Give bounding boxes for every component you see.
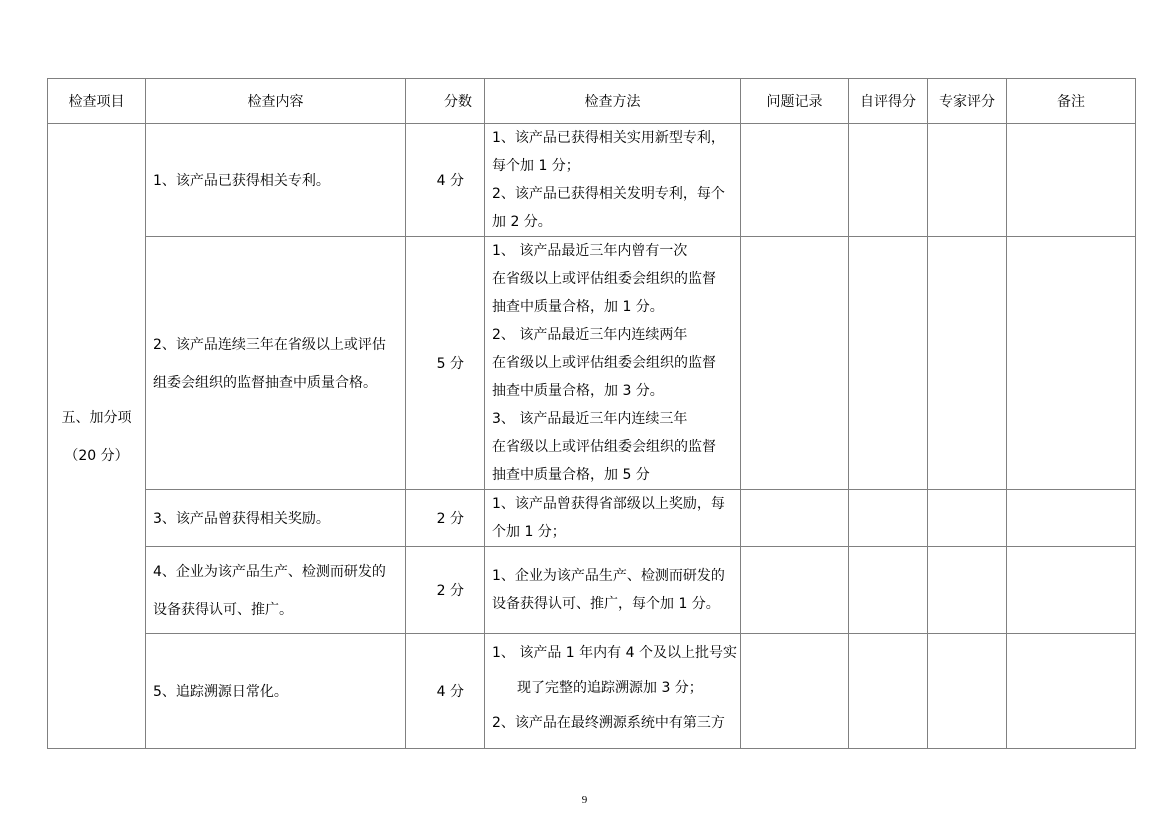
method-line: 个加 1 分； <box>492 524 566 540</box>
method-line: 抽查中质量合格，加 3 分。 <box>492 383 664 399</box>
issue-record-cell[interactable] <box>741 547 849 634</box>
table-row <box>48 547 1136 634</box>
content-cell <box>146 490 406 547</box>
content-text: 2、该产品连续三年在省级以上或评估 <box>153 337 386 353</box>
method-line: 1、该产品已获得相关实用新型专利， <box>492 130 725 146</box>
content-cell <box>146 124 406 237</box>
self-score-cell[interactable] <box>849 490 928 547</box>
content-cell <box>146 547 406 634</box>
score-cell: 4 分 <box>406 124 485 237</box>
self-score-cell[interactable] <box>849 547 928 634</box>
page-number: 9 <box>581 794 588 806</box>
method-line: 2、该产品已获得相关发明专利，每个 <box>492 186 725 202</box>
category-name: 五、加分项 <box>61 410 132 426</box>
method-line: 设备获得认可、推广，每个加 1 分。 <box>492 596 720 612</box>
header-self-score: 自评得分 <box>849 79 928 124</box>
content-text: 4、企业为该产品生产、检测而研发的 <box>153 564 386 580</box>
content-text: 设备获得认可、推广。 <box>153 602 293 618</box>
score-cell: 4 分 <box>406 634 485 749</box>
method-line: 在省级以上或评估组委会组织的监督 <box>492 271 716 287</box>
content-cell <box>146 634 406 749</box>
header-remarks: 备注 <box>1007 79 1136 124</box>
method-line: 2、该产品在最终溯源系统中有第三方 <box>492 715 725 731</box>
score-cell: 2 分 <box>406 490 485 547</box>
category-cell <box>48 124 146 749</box>
header-check-content: 检查内容 <box>146 79 406 124</box>
expert-score-cell[interactable] <box>928 237 1007 490</box>
method-line: 1、 该产品 1 年内有 4 个及以上批号实 <box>492 645 737 661</box>
method-line: 抽查中质量合格，加 1 分。 <box>492 299 664 315</box>
issue-record-cell[interactable] <box>741 490 849 547</box>
score-cell: 2 分 <box>406 547 485 634</box>
self-score-cell[interactable] <box>849 237 928 490</box>
method-line: 现了完整的追踪溯源加 3 分； <box>517 680 703 696</box>
header-expert-score: 专家评分 <box>928 79 1007 124</box>
table-row <box>48 490 1136 547</box>
category-points: （20 分） <box>64 448 129 464</box>
header-check-item: 检查项目 <box>48 79 146 124</box>
header-issue-record: 问题记录 <box>741 79 849 124</box>
content-text: 5、追踪溯源日常化。 <box>153 684 288 700</box>
table-row <box>48 634 1136 749</box>
method-line: 抽查中质量合格，加 5 分 <box>492 467 650 483</box>
method-line: 1、该产品曾获得省部级以上奖励，每 <box>492 496 725 512</box>
inspection-table <box>47 78 1136 749</box>
method-cell <box>485 490 741 547</box>
method-line: 每个加 1 分； <box>492 158 580 174</box>
content-text: 组委会组织的监督抽查中质量合格。 <box>153 375 377 391</box>
self-score-cell[interactable] <box>849 634 928 749</box>
remarks-cell[interactable] <box>1007 547 1136 634</box>
table-row <box>48 124 1136 237</box>
score-cell: 5 分 <box>406 237 485 490</box>
method-line: 2、 该产品最近三年内连续两年 <box>492 327 688 343</box>
method-line: 在省级以上或评估组委会组织的监督 <box>492 355 716 371</box>
method-cell <box>485 634 741 749</box>
method-cell <box>485 124 741 237</box>
remarks-cell[interactable] <box>1007 490 1136 547</box>
issue-record-cell[interactable] <box>741 237 849 490</box>
remarks-cell[interactable] <box>1007 634 1136 749</box>
content-text: 3、该产品曾获得相关奖励。 <box>153 511 330 527</box>
method-line: 在省级以上或评估组委会组织的监督 <box>492 439 716 455</box>
issue-record-cell[interactable] <box>741 634 849 749</box>
remarks-cell[interactable] <box>1007 237 1136 490</box>
self-score-cell[interactable] <box>849 124 928 237</box>
method-cell <box>485 547 741 634</box>
expert-score-cell[interactable] <box>928 124 1007 237</box>
expert-score-cell[interactable] <box>928 634 1007 749</box>
content-cell <box>146 237 406 490</box>
method-cell <box>485 237 741 490</box>
remarks-cell[interactable] <box>1007 124 1136 237</box>
expert-score-cell[interactable] <box>928 547 1007 634</box>
method-line: 1、 该产品最近三年内曾有一次 <box>492 243 688 259</box>
header-score: 分数 <box>406 79 485 124</box>
header-row <box>48 79 1136 124</box>
method-line: 3、 该产品最近三年内连续三年 <box>492 411 688 427</box>
content-text: 1、该产品已获得相关专利。 <box>153 173 330 189</box>
issue-record-cell[interactable] <box>741 124 849 237</box>
method-line: 加 2 分。 <box>492 214 552 230</box>
method-line: 1、企业为该产品生产、检测而研发的 <box>492 568 725 584</box>
header-check-method: 检查方法 <box>485 79 741 124</box>
expert-score-cell[interactable] <box>928 490 1007 547</box>
table-row <box>48 237 1136 490</box>
